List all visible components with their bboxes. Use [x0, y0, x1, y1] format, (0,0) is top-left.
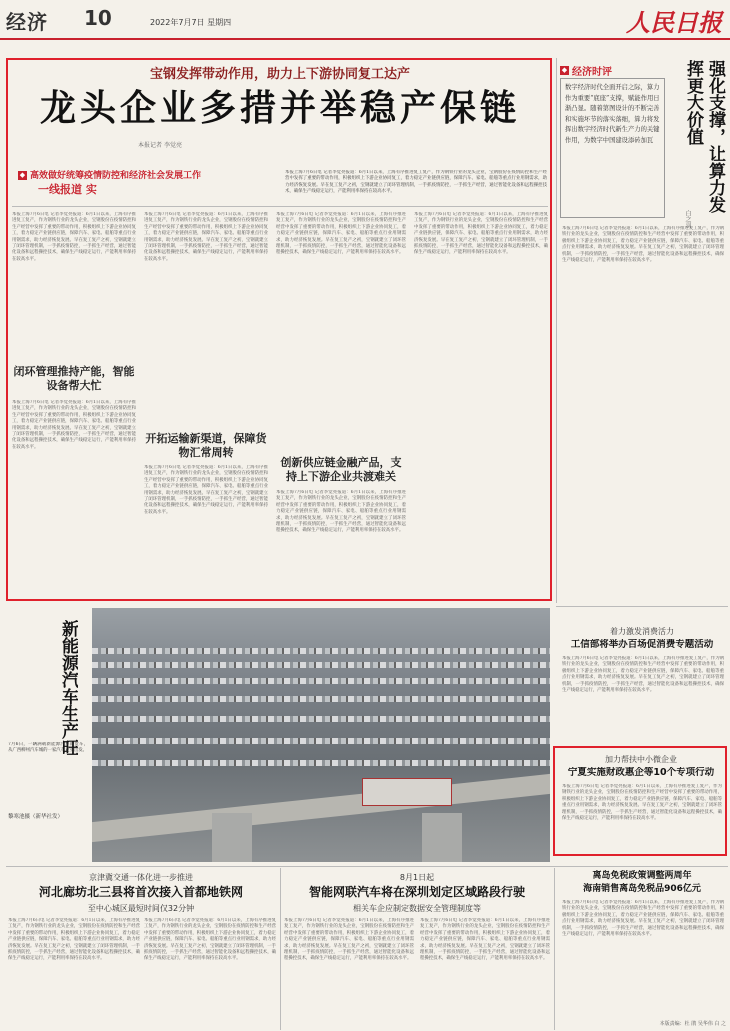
photo-car-factory	[92, 608, 550, 862]
lead-col-2a: 本报上海7月6日电 记者李觉亮报道：6月1日以来，上海有序推进复工复产，作为钢铁行业的龙头企业，宝钢股份在疫情防控和生产经营中发挥了重要的带动作用，积极组织上下游企业协同复工，着力稳定产业链供应链，保障汽车、家电、船舶等重点行业用钢需求，助力经济恢复发展。早在复工复产之初，宝钢就建立了闭环管理机制，一手抓疫情防控，一手抓生产经营，通过智能化设备和远程操控技术，确保生产线稳定运行，产能利用率保持在较高水平。	[144, 212, 268, 262]
page-footer-editors: 本版责编：杜 鹃 吴华伟 白 之	[659, 1021, 726, 1027]
smallbiz-kicker: 加力帮扶中小微企业	[605, 755, 677, 764]
smallbiz-headline[interactable]: 宁夏实施财政惠企等10个专项行动	[567, 767, 715, 778]
consumption-body: 本报上海7月6日电 记者李觉亮报道：6月1日以来，上海有序推进复工复产，作为钢铁行业的龙头企业，宝钢股份在疫情防控和生产经营中发挥了重要的带动作用，积极组织上下游企业协同复工，着力稳定产业链供应链，保障汽车、家电、船舶等重点行业用钢需求，助力经济恢复发展。早在复工复产之初，宝钢就建立了闭环管理机制，一手抓疫情防控，一手抓生产经营，通过智能化设备和远程操控技术，确保生产线稳定运行，产能利用率保持在较高水平。	[562, 656, 724, 694]
photo-caption: 7月6日，一辆满载新能源汽车的货车，从广西柳州汽车城的一家汽车企业出发。	[8, 742, 88, 754]
tag-marker-icon: ◆	[561, 66, 568, 74]
lead-col-1a: 本报上海7月6日电 记者李觉亮报道：6月1日以来，上海有序推进复工复产，作为钢铁行业的龙头企业，宝钢股份在疫情防控和生产经营中发挥了重要的带动作用，积极组织上下游企业协同复工，着力稳定产业链供应链，保障汽车、家电、船舶等重点行业用钢需求，助力经济恢复发展。早在复工复产之初，宝钢就建立了闭环管理机制，一手抓疫情防控，一手抓生产经营，通过智能化设备和远程操控技术，确保生产线稳定运行，产能利用率保持在较高水平。	[12, 212, 136, 262]
masthead-logo: 人民日报	[626, 8, 722, 37]
hainan-body: 本报上海7月6日电 记者李觉亮报道：6月1日以来，上海有序推进复工复产，作为钢铁行业的龙头企业，宝钢股份在疫情防控和生产经营中发挥了重要的带动作用，积极组织上下游企业协同复工，着力稳定产业链供应链，保障汽车、家电、船舶等重点行业用钢需求，助力经济恢复发展。早在复工复产之初，宝钢就建立了闭环管理机制，一手抓疫情防控，一手抓生产经营，通过智能化设备和远程操控技术，确保生产线稳定运行，产能利用率保持在较高水平。	[562, 900, 724, 938]
smallbiz-body: 本报上海7月6日电 记者李觉亮报道：6月1日以来，上海有序推进复工复产，作为钢铁行业的龙头企业，宝钢股份在疫情防控和生产经营中发挥了重要的带动作用，积极组织上下游企业协同复工，着力稳定产业链供应链，保障汽车、家电、船舶等重点行业用钢需求，助力经济恢复发展。早在复工复产之初，宝钢就建立了闭环管理机制，一手抓疫情防控，一手抓生产经营，通过智能化设备和远程操控技术，确保生产线稳定运行，产能利用率保持在较高水平。	[562, 784, 722, 822]
railway-col-2: 本报上海7月6日电 记者李觉亮报道：6月1日以来，上海有序推进复工复产，作为钢铁行业的龙头企业，宝钢股份在疫情防控和生产经营中发挥了重要的带动作用，积极组织上下游企业协同复工，着力稳定产业链供应链，保障汽车、家电、船舶等重点行业用钢需求，助力经济恢复发展。早在复工复产之初，宝钢就建立了闭环管理机制，一手抓疫情防控，一手抓生产经营，通过智能化设备和远程操控技术，确保生产线稳定运行，产能利用率保持在较高水平。	[144, 918, 276, 962]
carnet-headline[interactable]: 智能网联汽车将在深圳划定区域路段行驶	[308, 885, 525, 899]
lead-subhead-3: 创新供应链金融产品，支持上下游企业共渡难关	[280, 456, 402, 483]
lead-kicker: 宝钢发挥带动作用，助力上下游协同复工达产	[149, 67, 410, 82]
carnet-col-1: 本报上海7月6日电 记者李觉亮报道：6月1日以来，上海有序推进复工复产，作为钢铁行业的龙头企业，宝钢股份在疫情防控和生产经营中发挥了重要的带动作用，积极组织上下游企业协同复工，着力稳定产业链供应链，保障汽车、家电、船舶等重点行业用钢需求，助力经济恢复发展。早在复工复产之初，宝钢就建立了闭环管理机制，一手抓疫情防控，一手抓生产经营，通过智能化设备和远程操控技术，确保生产线稳定运行，产能利用率保持在较高水平。	[284, 918, 414, 962]
section-tag-sub: 一线报道 实	[38, 183, 97, 196]
hainan-sub: 海南销售离岛免税品906亿元	[583, 884, 701, 894]
lead-byline: 本报记者 李觉亮	[138, 142, 182, 149]
railway-kicker: 京津冀交通一体化进一步推进	[89, 873, 193, 882]
lead-summary: 本报上海7月6日电 记者李觉亮报道：6月1日以来，上海有序推进复工复产，作为钢铁行业的龙头企业，宝钢股份在疫情防控和生产经营中发挥了重要的带动作用，积极组织上下游企业协同复工，着力稳定产业链供应链，保障汽车、家电、船舶等重点行业用钢需求，助力经济恢复发展。早在复工复产之初，宝钢就建立了闭环管理机制，一手抓疫情防控，一手抓生产经营，通过智能化设备和远程操控技术，确保生产线稳定运行，产能利用率保持在较高水平。	[285, 170, 547, 195]
photo-credit: 黎寒池摄（新华社发）	[8, 814, 64, 820]
section-name: 经济	[6, 10, 48, 34]
commentary-tag-text: 经济时评	[572, 67, 612, 78]
issue-date: 2022年7月7日 星期四	[150, 18, 232, 27]
commentary-headline[interactable]: 强化支撑，让算力发挥更大价值	[683, 60, 725, 213]
lead-subhead-1: 闭环管理推持产能，智能设备帮大忙	[13, 365, 135, 392]
lead-subhead-2: 开拓运输新渠道，保障货物汇常周转	[145, 432, 267, 459]
lead-section-tag	[18, 170, 278, 198]
lead-col-2b: 本报上海7月6日电 记者李觉亮报道：6月1日以来，上海有序推进复工复产，作为钢铁行业的龙头企业，宝钢股份在疫情防控和生产经营中发挥了重要的带动作用，积极组织上下游企业协同复工，着力稳定产业链供应链，保障汽车、家电、船舶等重点行业用钢需求，助力经济恢复发展。早在复工复产之初，宝钢就建立了闭环管理机制，一手抓疫情防控，一手抓生产经营，通过智能化设备和远程操控技术，确保生产线稳定运行，产能利用率保持在较高水平。	[144, 465, 268, 515]
railway-sub: 至中心城区最短时间仅32分钟	[87, 904, 195, 913]
page-number: 10	[84, 6, 112, 30]
hainan-headline[interactable]: 离岛免税政策调整两周年	[592, 871, 692, 881]
commentary-body: 本报上海7月6日电 记者李觉亮报道：6月1日以来，上海有序推进复工复产，作为钢铁行业的龙头企业，宝钢股份在疫情防控和生产经营中发挥了重要的带动作用，积极组织上下游企业协同复工，着力稳定产业链供应链，保障汽车、家电、船舶等重点行业用钢需求，助力经济恢复发展。早在复工复产之初，宝钢就建立了闭环管理机制，一手抓疫情防控，一手抓生产经营，通过智能化设备和远程操控技术，确保生产线稳定运行，产能利用率保持在较高水平。	[562, 226, 724, 264]
photo-headline[interactable]: 新能源汽车生产旺	[58, 620, 78, 756]
section-tag-text: 高效做好统筹疫情防控和经济社会发展工作	[30, 171, 202, 181]
commentary-tag	[560, 60, 665, 79]
lead-col-3a: 本报上海7月6日电 记者李觉亮报道：6月1日以来，上海有序推进复工复产，作为钢铁行业的龙头企业，宝钢股份在疫情防控和生产经营中发挥了重要的带动作用，积极组织上下游企业协同复工，着力稳定产业链供应链，保障汽车、家电、船舶等重点行业用钢需求，助力经济恢复发展。早在复工复产之初，宝钢就建立了闭环管理机制，一手抓疫情防控，一手抓生产经营，通过智能化设备和远程操控技术，确保生产线稳定运行，产能利用率保持在较高水平。	[276, 212, 406, 256]
lead-col-4: 本报上海7月6日电 记者李觉亮报道：6月1日以来，上海有序推进复工复产，作为钢铁行业的龙头企业，宝钢股份在疫情防控和生产经营中发挥了重要的带动作用，积极组织上下游企业协同复工，着力稳定产业链供应链，保障汽车、家电、船舶等重点行业用钢需求，助力经济恢复发展。早在复工复产之初，宝钢就建立了闭环管理机制，一手抓疫情防控，一手抓生产经营，通过智能化设备和远程操控技术，确保生产线稳定运行，产能利用率保持在较高水平。	[414, 212, 548, 256]
carnet-sub: 相关车企应制定数据安全管理制度等	[353, 904, 481, 913]
car-carrier-truck	[362, 778, 452, 806]
commentary-lead: 数字经济时代全面开启之际，算力作为重要“底座”支撑，赋能作用日渐凸显。随着第图设计的不断完善和实施坏节的落实落细，算力将发挥出数字经济时代新生产力的关键作用，为数字中国建设添砖加瓦	[560, 78, 665, 218]
consumption-headline[interactable]: 工信部将举办百场促消费专题活动	[570, 639, 714, 650]
tag-marker-icon: ◆	[19, 171, 26, 179]
lead-headline[interactable]: 龙头企业多措并举稳产保链	[39, 88, 520, 129]
railway-col-1: 本报上海7月6日电 记者李觉亮报道：6月1日以来，上海有序推进复工复产，作为钢铁行业的龙头企业，宝钢股份在疫情防控和生产经营中发挥了重要的带动作用，积极组织上下游企业协同复工，着力稳定产业链供应链，保障汽车、家电、船舶等重点行业用钢需求，助力经济恢复发展。早在复工复产之初，宝钢就建立了闭环管理机制，一手抓疫情防控，一手抓生产经营，通过智能化设备和远程操控技术，确保生产线稳定运行，产能利用率保持在较高水平。	[8, 918, 140, 962]
lead-col-3b: 本报上海7月6日电 记者李觉亮报道：6月1日以来，上海有序推进复工复产，作为钢铁行业的龙头企业，宝钢股份在疫情防控和生产经营中发挥了重要的带动作用，积极组织上下游企业协同复工，着力稳定产业链供应链，保障汽车、家电、船舶等重点行业用钢需求，助力经济恢复发展。早在复工复产之初，宝钢就建立了闭环管理机制，一手抓疫情防控，一手抓生产经营，通过智能化设备和远程操控技术，确保生产线稳定运行，产能利用率保持在较高水平。	[276, 490, 406, 534]
page-header	[0, 0, 730, 40]
consumption-kicker: 着力激发消费活力	[610, 627, 674, 636]
commentary-author: 白之羽	[684, 210, 691, 228]
carnet-kicker: 8月1日起	[399, 873, 435, 882]
railway-headline[interactable]: 河北廊坊北三县将首次接入首都地铁网	[38, 885, 243, 899]
carnet-col-2: 本报上海7月6日电 记者李觉亮报道：6月1日以来，上海有序推进复工复产，作为钢铁行业的龙头企业，宝钢股份在疫情防控和生产经营中发挥了重要的带动作用，积极组织上下游企业协同复工，着力稳定产业链供应链，保障汽车、家电、船舶等重点行业用钢需求，助力经济恢复发展。早在复工复产之初，宝钢就建立了闭环管理机制，一手抓疫情防控，一手抓生产经营，通过智能化设备和远程操控技术，确保生产线稳定运行，产能利用率保持在较高水平。	[420, 918, 550, 962]
lead-col-1b: 本报上海7月6日电 记者李觉亮报道：6月1日以来，上海有序推进复工复产，作为钢铁行业的龙头企业，宝钢股份在疫情防控和生产经营中发挥了重要的带动作用，积极组织上下游企业协同复工，着力稳定产业链供应链，保障汽车、家电、船舶等重点行业用钢需求，助力经济恢复发展。早在复工复产之初，宝钢就建立了闭环管理机制，一手抓疫情防控，一手抓生产经营，通过智能化设备和远程操控技术，确保生产线稳定运行，产能利用率保持在较高水平。	[12, 400, 136, 450]
